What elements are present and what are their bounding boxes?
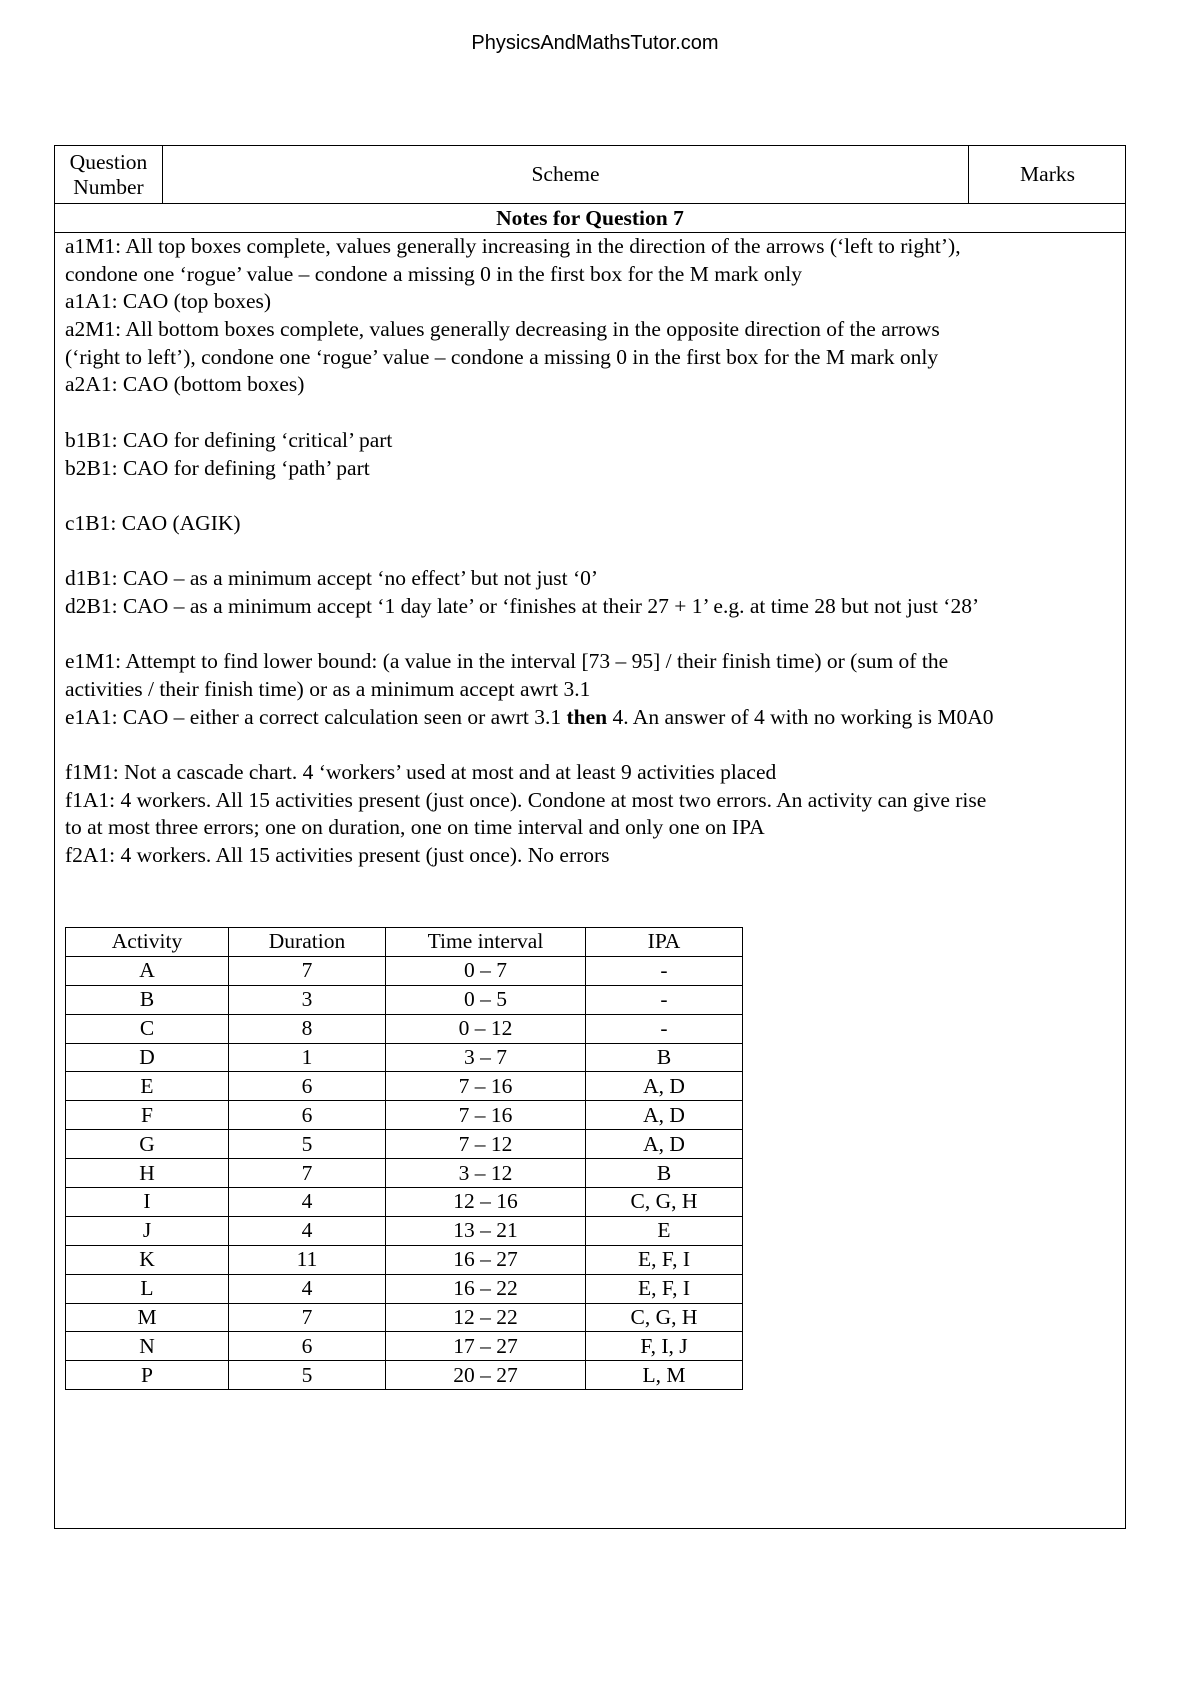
table-cell: B <box>586 1043 743 1072</box>
table-cell: M <box>66 1303 229 1332</box>
note-line: e1M1: Attempt to find lower bound: (a value in the interval [73 – 95] / their finish time) or (sum of the <box>65 649 949 674</box>
table-cell: 11 <box>229 1245 386 1274</box>
table-cell: L, M <box>586 1361 743 1390</box>
note-line: b1B1: CAO for defining ‘critical’ part <box>65 427 393 452</box>
scheme-header: Scheme <box>163 146 969 204</box>
table-cell: 16 – 22 <box>386 1274 586 1303</box>
table-cell: - <box>586 1014 743 1043</box>
table-cell: L <box>66 1274 229 1303</box>
table-cell: 3 <box>229 985 386 1014</box>
table-cell: E <box>66 1072 229 1101</box>
table-row <box>66 1188 743 1217</box>
table-row <box>66 1303 743 1332</box>
table-cell: 12 – 16 <box>386 1188 586 1217</box>
table-cell: C, G, H <box>586 1303 743 1332</box>
table-cell: E <box>586 1216 743 1245</box>
mark-scheme-table <box>54 145 1126 1529</box>
note-line: d2B1: CAO – as a minimum accept ‘1 day late’ or ‘finishes at their 27 + 1’ e.g. at time 28 but not just ‘28’ <box>65 593 980 618</box>
table-cell: K <box>66 1245 229 1274</box>
table-cell: E, F, I <box>586 1245 743 1274</box>
question-label: Question <box>69 149 148 174</box>
table-row <box>66 956 743 985</box>
column-header: Activity <box>66 928 229 957</box>
table-row <box>66 1245 743 1274</box>
table-cell: 17 – 27 <box>386 1332 586 1361</box>
table-row <box>66 1101 743 1130</box>
e1a1-post: 4. An answer of 4 with no working is M0A0 <box>607 704 994 729</box>
table-cell: 6 <box>229 1101 386 1130</box>
table-cell: - <box>586 956 743 985</box>
table-cell: 7 – 12 <box>386 1130 586 1159</box>
column-header: Duration <box>229 928 386 957</box>
note-line <box>65 731 1120 759</box>
activity-table <box>65 927 743 1390</box>
table-cell: G <box>66 1130 229 1159</box>
note-line: d1B1: CAO – as a minimum accept ‘no effect’ but not just ‘0’ <box>65 566 599 591</box>
e1a1-bold: then <box>566 704 608 729</box>
note-line <box>65 621 1120 649</box>
column-header: Time interval <box>386 928 586 957</box>
e1a1-pre: e1A1: CAO – either a correct calculation seen or awrt 3.1 <box>65 704 567 729</box>
table-cell: 7 <box>229 1303 386 1332</box>
table-cell: 4 <box>229 1188 386 1217</box>
table-cell: 0 – 12 <box>386 1014 586 1043</box>
table-row <box>66 1043 743 1072</box>
table-cell: 13 – 21 <box>386 1216 586 1245</box>
number-label: Number <box>73 174 144 199</box>
table-cell: 7 <box>229 956 386 985</box>
note-line: f1A1: 4 workers. All 15 activities present (just once). Condone at most two errors. An activity can give rise <box>65 787 987 812</box>
table-cell: 7 <box>229 1159 386 1188</box>
note-line: (‘right to left’), condone one ‘rogue’ value – condone a missing 0 in the first box for the M mark only <box>65 344 939 369</box>
table-cell: - <box>586 985 743 1014</box>
table-cell: C <box>66 1014 229 1043</box>
table-cell: 4 <box>229 1216 386 1245</box>
table-cell: H <box>66 1159 229 1188</box>
table-cell: J <box>66 1216 229 1245</box>
table-cell: N <box>66 1332 229 1361</box>
table-cell: 3 – 12 <box>386 1159 586 1188</box>
table-row <box>66 985 743 1014</box>
table-cell: D <box>66 1043 229 1072</box>
table-row <box>66 1072 743 1101</box>
table-cell: 0 – 7 <box>386 956 586 985</box>
table-cell: 1 <box>229 1043 386 1072</box>
note-line: to at most three errors; one on duration, one on time interval and only one on IPA <box>65 815 765 840</box>
table-cell: 5 <box>229 1361 386 1390</box>
notes-body <box>65 233 1120 870</box>
table-cell: B <box>66 985 229 1014</box>
column-header: IPA <box>586 928 743 957</box>
table-row <box>66 1216 743 1245</box>
question-number-header <box>55 146 163 204</box>
table-cell: F <box>66 1101 229 1130</box>
table-cell: E, F, I <box>586 1274 743 1303</box>
table-cell: 5 <box>229 1130 386 1159</box>
table-row <box>66 1159 743 1188</box>
note-line: b2B1: CAO for defining ‘path’ part <box>65 455 370 480</box>
table-cell: 6 <box>229 1072 386 1101</box>
table-cell: I <box>66 1188 229 1217</box>
table-cell: 12 – 22 <box>386 1303 586 1332</box>
notes-title: Notes for Question 7 <box>55 204 1125 233</box>
table-cell: P <box>66 1361 229 1390</box>
table-row <box>66 1274 743 1303</box>
note-line-e1a1 <box>65 704 1120 732</box>
table-cell: B <box>586 1159 743 1188</box>
note-line <box>65 538 1120 566</box>
note-line: a1A1: CAO (top boxes) <box>65 289 272 314</box>
table-header-row <box>66 928 743 957</box>
note-line: a2M1: All bottom boxes complete, values generally decreasing in the opposite direction of the arrows <box>65 317 940 342</box>
note-line: f2A1: 4 workers. All 15 activities present (just once). No errors <box>65 843 610 868</box>
table-cell: 3 – 7 <box>386 1043 586 1072</box>
note-line: a1M1: All top boxes complete, values generally increasing in the direction of the arrows (‘left to right’), <box>65 234 961 258</box>
table-row <box>66 1014 743 1043</box>
table-cell: 8 <box>229 1014 386 1043</box>
note-line <box>65 482 1120 510</box>
marks-header: Marks <box>969 146 1126 204</box>
note-line: c1B1: CAO (AGIK) <box>65 510 241 535</box>
table-cell: A, D <box>586 1130 743 1159</box>
table-cell: 0 – 5 <box>386 985 586 1014</box>
table-cell: A <box>66 956 229 985</box>
table-cell: 16 – 27 <box>386 1245 586 1274</box>
table-cell: 6 <box>229 1332 386 1361</box>
table-row <box>66 1361 743 1390</box>
table-cell: 20 – 27 <box>386 1361 586 1390</box>
table-cell: F, I, J <box>586 1332 743 1361</box>
note-line: activities / their finish time) or as a minimum accept awrt 3.1 <box>65 677 591 701</box>
site-header: PhysicsAndMathsTutor.com <box>471 32 719 54</box>
note-line: a2A1: CAO (bottom boxes) <box>65 372 305 397</box>
table-cell: 7 – 16 <box>386 1072 586 1101</box>
table-row <box>66 1130 743 1159</box>
table-cell: A, D <box>586 1101 743 1130</box>
table-cell: 7 – 16 <box>386 1101 586 1130</box>
note-line: condone one ‘rogue’ value – condone a missing 0 in the first box for the M mark only <box>65 261 802 286</box>
note-line: f1M1: Not a cascade chart. 4 ‘workers’ used at most and at least 9 activities placed <box>65 760 777 785</box>
table-cell: A, D <box>586 1072 743 1101</box>
note-line <box>65 399 1120 427</box>
table-cell: C, G, H <box>586 1188 743 1217</box>
table-row <box>66 1332 743 1361</box>
table-cell: 4 <box>229 1274 386 1303</box>
